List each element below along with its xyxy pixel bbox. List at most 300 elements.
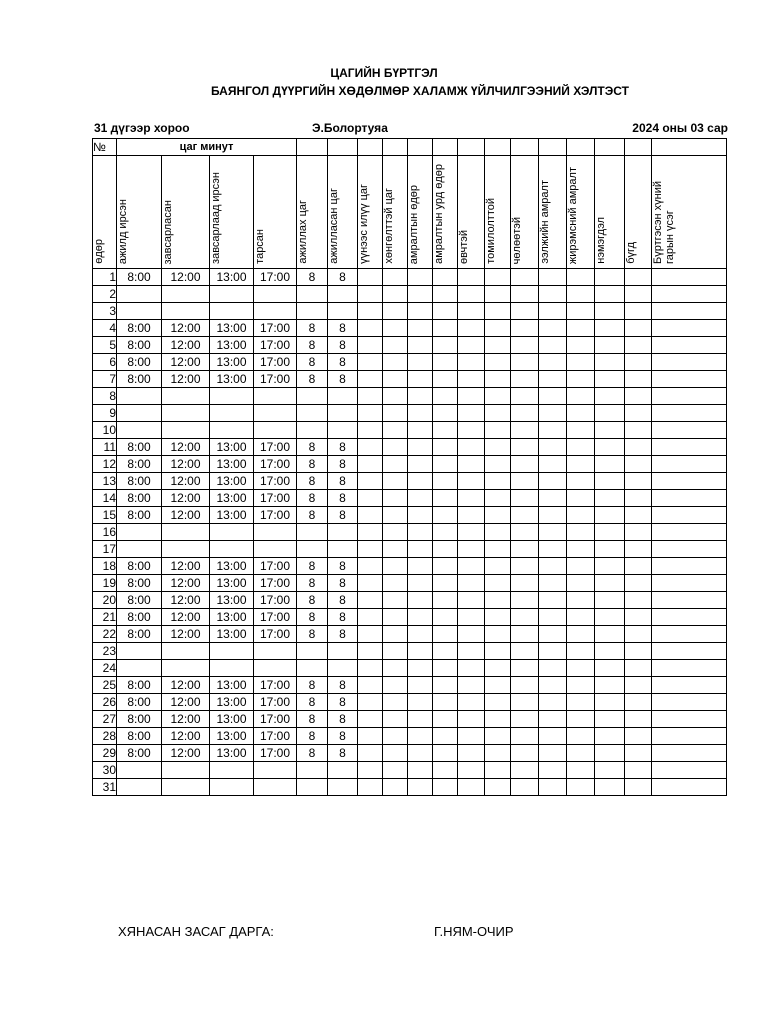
empty-cell [625,320,652,337]
empty-cell [358,439,383,456]
empty-cell [433,762,458,779]
empty-cell [408,694,433,711]
empty-cell [485,541,511,558]
time-cell [117,405,162,422]
time-cell: 8:00 [117,745,162,762]
column-header: нэмэгдэл [595,156,625,269]
day-cell: 26 [93,694,117,711]
empty-cell [567,558,595,575]
table-row [93,541,727,558]
empty-cell [408,473,433,490]
empty-cell [485,694,511,711]
time-cell: 8 [297,371,328,388]
time-cell [254,643,297,660]
empty-cell [485,507,511,524]
time-cell [254,422,297,439]
time-cell: 12:00 [162,337,210,354]
empty-cell [485,558,511,575]
empty-cell [595,592,625,609]
empty-cell [485,473,511,490]
time-cell: 17:00 [254,728,297,745]
time-cell [162,422,210,439]
empty-cell [383,541,408,558]
day-cell: 9 [93,405,117,422]
time-cell: 8 [297,456,328,473]
time-cell: 8:00 [117,490,162,507]
empty-cell [652,405,727,422]
empty-cell [383,745,408,762]
empty-cell [625,439,652,456]
empty-cell [539,558,567,575]
time-cell [297,286,328,303]
day-cell: 10 [93,422,117,439]
empty-cell [511,507,539,524]
empty-cell [567,677,595,694]
empty-cell [539,320,567,337]
time-cell: 8 [297,354,328,371]
empty-cell [485,388,511,405]
time-cell: 8:00 [117,677,162,694]
empty-cell [652,779,727,796]
time-cell: 12:00 [162,711,210,728]
column-header: үүнээс илүү цаг [358,156,383,269]
empty-cell [383,728,408,745]
time-cell: 8:00 [117,473,162,490]
empty-cell [383,371,408,388]
table-row [93,779,727,796]
day-cell: 16 [93,524,117,541]
time-cell: 8 [328,677,358,694]
empty-cell [358,677,383,694]
empty-cell [595,269,625,286]
empty-cell [595,371,625,388]
empty-cell [567,456,595,473]
time-cell [254,388,297,405]
time-cell: 13:00 [210,728,254,745]
column-header: бүгд [625,156,652,269]
time-cell: 8 [297,575,328,592]
empty-cell [485,405,511,422]
time-cell: 17:00 [254,626,297,643]
time-cell: 8 [328,269,358,286]
column-header: ээлжийн амралт [539,156,567,269]
day-cell: 4 [93,320,117,337]
column-header: Бүртгэсэн хүний гарын үсэг [652,156,727,269]
time-cell [162,524,210,541]
empty-cell [383,405,408,422]
time-cell: 13:00 [210,575,254,592]
time-cell: 13:00 [210,677,254,694]
empty-cell [485,439,511,456]
time-cell [117,286,162,303]
empty-cell [625,337,652,354]
time-cell [162,762,210,779]
time-cell: 8 [328,456,358,473]
empty-cell [567,609,595,626]
empty-cell [511,371,539,388]
empty-cell [433,626,458,643]
empty-cell [383,303,408,320]
column-header: завсарлаад ирсэн [210,156,254,269]
time-cell [297,388,328,405]
empty-cell [511,490,539,507]
time-cell [210,779,254,796]
table-row [93,507,727,524]
day-cell: 31 [93,779,117,796]
column-header: амралтын урд өдөр [433,156,458,269]
empty-cell [358,762,383,779]
empty-cell [511,473,539,490]
empty-cell [539,507,567,524]
empty-cell [358,354,383,371]
day-cell: 30 [93,762,117,779]
empty-cell [539,694,567,711]
empty-cell [358,286,383,303]
empty-cell [408,762,433,779]
empty-cell [511,626,539,643]
time-cell [328,405,358,422]
table-row [93,524,727,541]
empty-cell [625,558,652,575]
empty-cell [567,660,595,677]
empty-cell [567,762,595,779]
empty-cell [458,490,485,507]
time-cell [328,762,358,779]
time-cell: 8 [328,711,358,728]
empty-cell [539,762,567,779]
document-subtitle: БАЯНГОЛ ДҮҮРГИЙН ХӨДӨЛМӨР ХАЛАМЖ ҮЙЛЧИЛГЭЭНИЙ ХЭЛТЭСТ [211,84,629,98]
empty-cell [595,286,625,303]
time-cell [117,779,162,796]
empty-cell [511,337,539,354]
day-cell: 27 [93,711,117,728]
time-cell [297,643,328,660]
empty-cell [383,354,408,371]
empty-cell [408,711,433,728]
empty-cell [567,269,595,286]
empty-cell [433,660,458,677]
empty-cell [595,762,625,779]
empty-cell [539,354,567,371]
empty-cell [595,524,625,541]
empty-cell [567,388,595,405]
time-cell: 13:00 [210,507,254,524]
empty-cell [652,558,727,575]
empty-cell [458,422,485,439]
empty-cell [485,524,511,541]
empty-cell [567,728,595,745]
empty-cell [383,286,408,303]
empty-cell [625,473,652,490]
empty-cell [595,694,625,711]
time-cell: 12:00 [162,473,210,490]
empty-cell [511,286,539,303]
empty-cell [652,575,727,592]
empty-cell [383,609,408,626]
empty-cell [433,422,458,439]
empty-cell [567,745,595,762]
empty-cell [433,337,458,354]
time-cell [328,524,358,541]
time-cell: 8 [297,711,328,728]
empty-cell [433,473,458,490]
empty-cell [358,609,383,626]
time-cell [328,643,358,660]
empty-cell [539,456,567,473]
empty-cell [567,354,595,371]
time-cell [210,303,254,320]
time-cell: 8 [328,371,358,388]
time-cell: 8 [328,507,358,524]
time-cell: 8:00 [117,626,162,643]
empty-cell [433,643,458,660]
empty-cell [511,439,539,456]
time-cell: 17:00 [254,320,297,337]
empty-cell [358,388,383,405]
empty-cell [595,320,625,337]
empty-cell [358,711,383,728]
time-cell: 12:00 [162,677,210,694]
empty-cell [511,592,539,609]
empty-cell [458,626,485,643]
empty-cell [625,507,652,524]
time-cell [297,541,328,558]
table-row [93,337,727,354]
empty-cell [485,609,511,626]
table-row [93,558,727,575]
time-cell: 8:00 [117,439,162,456]
empty-cell [539,643,567,660]
empty-cell [383,269,408,286]
empty-cell [652,677,727,694]
empty-cell [567,439,595,456]
empty-cell [433,286,458,303]
day-cell: 15 [93,507,117,524]
empty-cell [652,439,727,456]
time-cell: 8:00 [117,507,162,524]
time-cell [254,286,297,303]
empty-cell [358,490,383,507]
time-cell: 13:00 [210,626,254,643]
time-cell [117,643,162,660]
empty-cell [652,507,727,524]
empty-cell [567,779,595,796]
empty-cell [625,490,652,507]
empty-cell [567,626,595,643]
empty-cell [595,660,625,677]
empty-cell [458,320,485,337]
time-cell: 13:00 [210,269,254,286]
day-cell: 20 [93,592,117,609]
empty-cell [408,728,433,745]
table-row [93,711,727,728]
time-cell: 8 [328,354,358,371]
empty-cell [458,405,485,422]
empty-cell [567,422,595,439]
empty-cell [358,320,383,337]
time-cell: 13:00 [210,711,254,728]
empty-cell [433,371,458,388]
time-cell: 12:00 [162,592,210,609]
empty-cell [511,269,539,286]
time-cell: 8 [328,694,358,711]
table-row [93,677,727,694]
empty-cell [511,745,539,762]
time-cell [254,762,297,779]
empty-cell [539,728,567,745]
empty-cell [567,711,595,728]
time-cell [210,422,254,439]
empty-cell [485,677,511,694]
empty-cell [595,728,625,745]
empty-cell [383,626,408,643]
time-cell: 17:00 [254,269,297,286]
empty-cell [567,490,595,507]
empty-cell [511,524,539,541]
empty-cell [511,422,539,439]
empty-cell [625,626,652,643]
time-cell: 12:00 [162,490,210,507]
empty-cell [358,405,383,422]
empty-cell [485,354,511,371]
empty-cell [567,592,595,609]
empty-cell [383,439,408,456]
empty-cell [595,354,625,371]
empty-cell [408,354,433,371]
empty-cell [595,388,625,405]
empty-cell [458,354,485,371]
time-cell [328,660,358,677]
empty-cell [458,541,485,558]
day-cell: 17 [93,541,117,558]
table-row [93,745,727,762]
time-group-header: цаг минут [117,139,297,156]
time-cell: 12:00 [162,626,210,643]
empty-cell [433,728,458,745]
empty-cell [383,660,408,677]
empty-cell [433,388,458,405]
time-cell [297,405,328,422]
empty-cell [511,405,539,422]
time-cell: 17:00 [254,337,297,354]
empty-cell [433,541,458,558]
empty-cell [652,745,727,762]
time-cell [210,286,254,303]
empty-cell [539,711,567,728]
time-cell: 13:00 [210,745,254,762]
time-cell [254,660,297,677]
empty-cell [652,422,727,439]
day-cell: 5 [93,337,117,354]
time-cell: 8:00 [117,592,162,609]
empty-cell [458,388,485,405]
empty-cell [567,524,595,541]
time-cell: 13:00 [210,456,254,473]
empty-cell [358,694,383,711]
empty-cell [383,575,408,592]
empty-cell [625,592,652,609]
time-cell: 8 [328,473,358,490]
time-cell: 8 [297,677,328,694]
day-cell: 18 [93,558,117,575]
time-cell: 17:00 [254,439,297,456]
empty-cell [383,388,408,405]
empty-cell [511,762,539,779]
empty-cell [408,422,433,439]
day-cell: 19 [93,575,117,592]
table-row [93,320,727,337]
empty-cell [408,388,433,405]
day-cell: 21 [93,609,117,626]
empty-cell [539,660,567,677]
empty-cell [511,575,539,592]
empty-cell [458,371,485,388]
empty-cell [358,303,383,320]
empty-cell [485,286,511,303]
day-cell: 24 [93,660,117,677]
column-header: томилолттой [485,156,511,269]
empty-cell [539,609,567,626]
empty-cell [625,660,652,677]
empty-cell [358,541,383,558]
empty-cell [485,660,511,677]
empty-cell [485,779,511,796]
time-cell [117,541,162,558]
empty-cell [358,745,383,762]
empty-cell [408,320,433,337]
empty-cell [511,677,539,694]
column-header: тарсан [254,156,297,269]
empty-cell [652,643,727,660]
empty-cell [595,473,625,490]
time-cell: 17:00 [254,558,297,575]
time-cell [297,303,328,320]
empty-cell [652,711,727,728]
time-cell: 8 [297,337,328,354]
time-cell: 13:00 [210,558,254,575]
table-row [93,371,727,388]
time-cell [117,422,162,439]
time-cell: 8 [297,558,328,575]
empty-cell [358,728,383,745]
empty-cell [433,320,458,337]
time-cell [117,303,162,320]
empty-cell [383,507,408,524]
empty-cell [652,490,727,507]
time-cell: 8 [297,728,328,745]
empty-cell [625,575,652,592]
empty-cell [539,439,567,456]
empty-cell [595,643,625,660]
empty-cell [567,507,595,524]
empty-cell [625,541,652,558]
empty-cell [383,762,408,779]
empty-cell [511,660,539,677]
empty-cell [511,303,539,320]
time-cell [210,388,254,405]
table-row [93,575,727,592]
empty-cell [485,643,511,660]
time-cell: 8 [297,507,328,524]
empty-cell [358,371,383,388]
empty-cell [433,269,458,286]
empty-cell [408,439,433,456]
empty-cell [539,524,567,541]
time-cell: 12:00 [162,728,210,745]
table-row [93,609,727,626]
empty-cell [358,269,383,286]
time-cell: 8:00 [117,711,162,728]
